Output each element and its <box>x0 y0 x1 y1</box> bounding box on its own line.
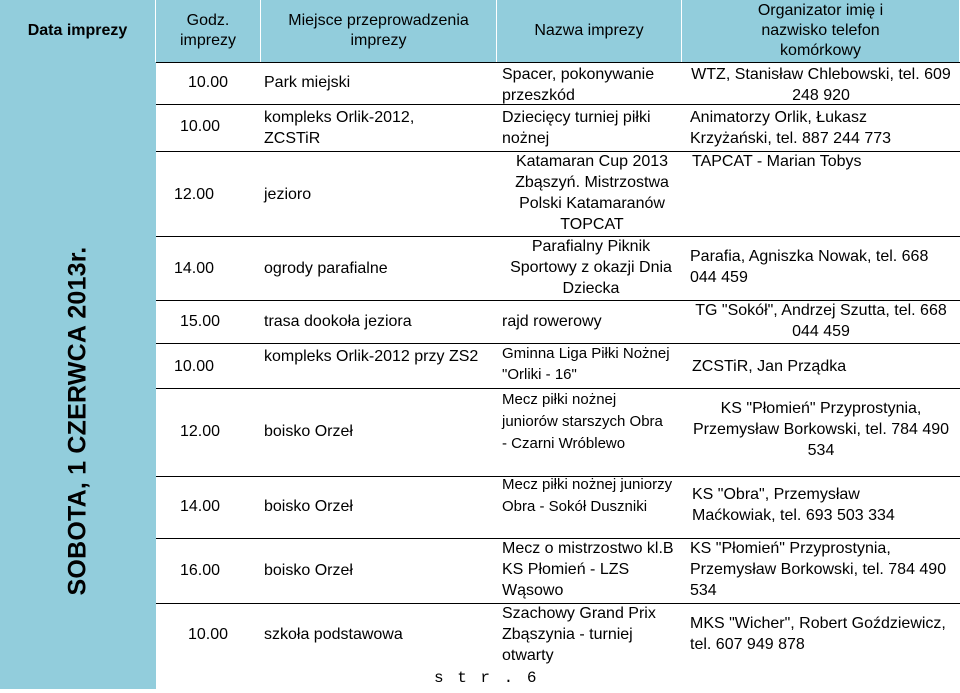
event-organizer: KS "Płomień" Przyprostynia, Przemysław Borkowski, tel. 784 490 534 <box>692 400 950 459</box>
header-date: Data imprezy <box>0 0 156 62</box>
day-label: SOBOTA, 1 CZERWCA 2013r. <box>63 246 92 596</box>
event-place: boisko Orzeł <box>264 498 353 515</box>
row-divider <box>156 62 960 63</box>
event-name: Szachowy Grand Prix Zbąszynia - turniej otwarty <box>502 605 656 664</box>
event-organizer: ZCSTiR, Jan Prządka <box>692 358 847 375</box>
event-organizer: KS "Obra", Przemysław Maćkowiak, tel. 693 503 334 <box>692 486 895 524</box>
header-place: Miejsce przeprowadzenia imprezy <box>261 0 497 62</box>
event-name: Parafialny Piknik Sportowy z okazji Dnia Dziecka <box>510 238 672 297</box>
event-organizer: Parafia, Agniszka Nowak, tel. 668 044 459 <box>690 248 929 286</box>
event-organizer: KS "Płomień" Przyprostynia, Przemysław Borkowski, tel. 784 490 534 <box>690 540 947 599</box>
event-name: Mecz piłki nożnej juniorów starszych Obra - Czarni Wróblewo <box>502 391 663 452</box>
event-time: 14.00 <box>180 498 221 515</box>
page-number: s t r . 6 <box>434 669 539 687</box>
event-name: Mecz piłki nożnej juniorzy Obra - Sokół Duszniki <box>502 476 673 515</box>
event-time: 15.00 <box>180 313 221 330</box>
event-place: trasa dookoła jeziora <box>264 313 412 330</box>
event-place: boisko Orzeł <box>264 562 353 579</box>
header-name: Nazwa imprezy <box>497 0 682 62</box>
event-name: Katamaran Cup 2013 Zbąszyń. Mistrzostwa Polski Katamaranów TOPCAT <box>515 153 669 233</box>
event-name: Gminna Liga Piłki Nożnej "Orliki - 16" <box>502 345 670 383</box>
event-time: 14.00 <box>174 260 215 277</box>
event-place: kompleks Orlik-2012 przy ZS2 <box>264 348 479 365</box>
event-time: 10.00 <box>174 358 215 375</box>
event-time: 10.00 <box>188 626 229 643</box>
event-time: 10.00 <box>188 74 229 91</box>
event-place: Park miejski <box>264 74 351 91</box>
event-organizer: Animatorzy Orlik, Łukasz Krzyżański, tel. 887 244 773 <box>690 109 892 147</box>
event-organizer: MKS "Wicher", Robert Goździewicz, tel. 607 949 878 <box>690 615 946 653</box>
event-time: 12.00 <box>180 423 221 440</box>
event-name: rajd rowerowy <box>502 313 602 330</box>
event-organizer: WTZ, Stanisław Chlebowski, tel. 609 248 920 <box>691 66 951 104</box>
event-time: 10.00 <box>180 118 221 135</box>
event-name: Spacer, pokonywanie przeszkód <box>502 66 655 104</box>
event-name: Dziecięcy turniej piłki nożnej <box>502 109 651 147</box>
event-organizer: TAPCAT - Marian Tobys <box>692 153 862 170</box>
event-place: ogrody parafialne <box>264 260 388 277</box>
event-place: jezioro <box>264 186 312 203</box>
day-column <box>0 62 156 689</box>
event-place: szkoła podstawowa <box>264 626 403 643</box>
event-organizer: TG "Sokół", Andrzej Szutta, tel. 668 044 459 <box>695 302 947 340</box>
event-time: 12.00 <box>174 186 215 203</box>
event-place: boisko Orzeł <box>264 423 353 440</box>
event-name: Mecz o mistrzostwo kl.B KS Płomień - LZS Wąsowo <box>502 540 674 599</box>
header-time: Godz. imprezy <box>156 0 261 62</box>
event-time: 16.00 <box>180 562 221 579</box>
event-place: kompleks Orlik-2012, ZCSTiR <box>264 109 415 147</box>
header-organizer: Organizator imię i nazwisko telefon komórkowy <box>682 0 960 62</box>
